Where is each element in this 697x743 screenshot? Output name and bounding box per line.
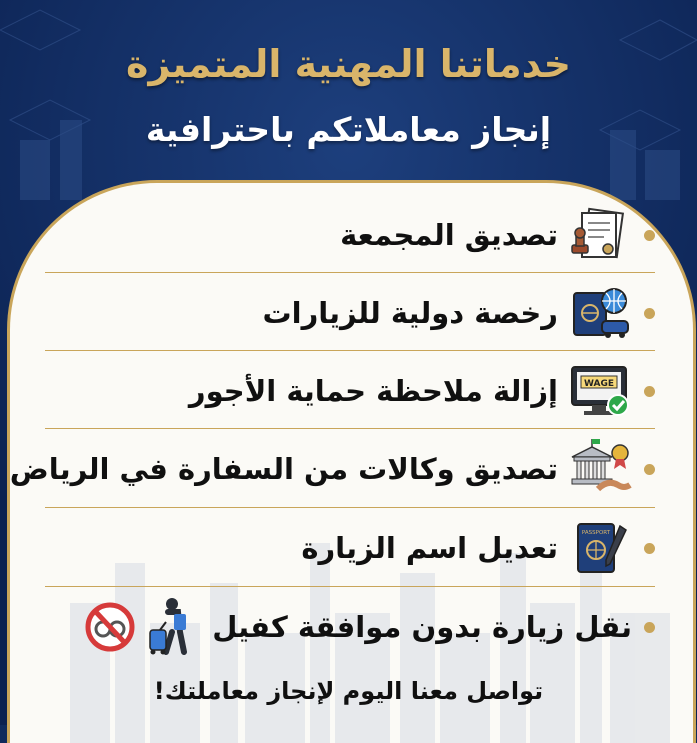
service-item [30, 361, 655, 421]
bullet-dot [644, 230, 655, 241]
divider [45, 350, 655, 351]
footer-call-to-action: تواصل معنا اليوم لإنجاز معاملتك! [153, 677, 544, 705]
passport-pen-icon [568, 518, 632, 578]
divider [45, 507, 655, 508]
service-label: نقل زيارة بدون موافقة كفيل [212, 610, 632, 644]
service-label: تصديق وكالات من السفارة في الرياض [9, 452, 558, 486]
passport-label: PASSPORT [581, 530, 611, 536]
bullet-dot [644, 622, 655, 633]
page-subtitle: إنجاز معاملاتكم باحترافية [145, 110, 552, 149]
bullet-dot [644, 386, 655, 397]
service-item [30, 205, 655, 265]
wage-monitor-check-icon [568, 361, 632, 421]
divider [45, 428, 655, 429]
wage-label: WAGE [583, 379, 615, 389]
service-item [30, 518, 655, 578]
bullet-dot [644, 308, 655, 319]
page-title: خدماتنا المهنية المتميزة [126, 42, 571, 86]
service-label: إزالة ملاحظة حماية الأجور [188, 374, 558, 408]
service-item [9, 439, 655, 499]
passport-car-globe-icon [568, 283, 632, 343]
service-label: تعديل اسم الزيارة [301, 531, 558, 565]
embassy-handshake-icon [568, 439, 632, 499]
divider [45, 272, 655, 273]
documents-stamp-icon [568, 205, 632, 265]
bullet-dot [644, 464, 655, 475]
service-item [30, 594, 655, 660]
service-label: رخصة دولية للزيارات [262, 296, 558, 330]
bullet-dot [644, 543, 655, 554]
service-label: تصديق المجمعة [340, 218, 558, 252]
traveler-no-handcuffs-icon [82, 594, 202, 660]
service-item [30, 283, 655, 343]
divider [45, 586, 655, 587]
